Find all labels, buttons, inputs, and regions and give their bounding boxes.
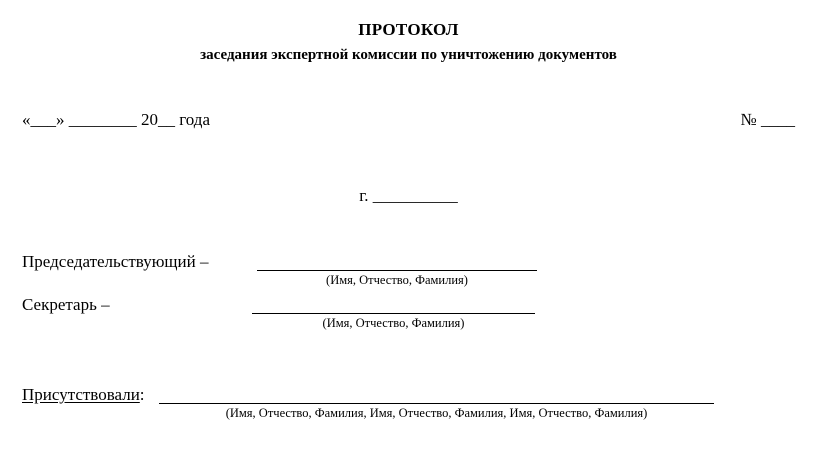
date-field: «___» ________ 20__ года [22, 110, 211, 129]
number-field: № ____ [740, 110, 795, 129]
present-label: Присутствовали [22, 385, 140, 404]
document-title: ПРОТОКОЛ [358, 20, 459, 39]
present-names-line [159, 403, 714, 404]
secretary-label: Секретарь – [22, 295, 110, 314]
chair-name-line [257, 270, 537, 271]
present-colon: : [139, 385, 145, 404]
secretary-name-line [252, 313, 535, 314]
present-label-row [22, 385, 145, 405]
city-field: г. __________ [359, 186, 458, 205]
chair-hint: (Имя, Отчество, Фамилия) [326, 273, 468, 287]
present-hint: (Имя, Отчество, Фамилия, Имя, Отчество, Фамилия, Имя, Отчество, Фамилия) [225, 406, 648, 420]
document-subtitle: заседания экспертной комиссии по уничтожению документов [200, 47, 617, 63]
chair-label: Председательствующий – [22, 252, 209, 271]
secretary-hint: (Имя, Отчество, Фамилия) [322, 316, 465, 330]
